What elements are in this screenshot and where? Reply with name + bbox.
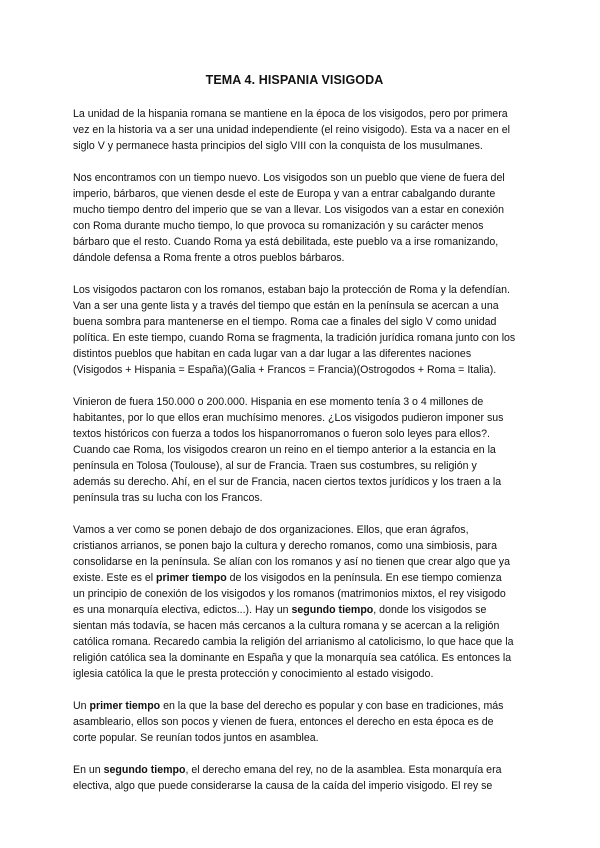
paragraph-text: Los visigodos pactaron con los romanos, estaban bajo la protección de Roma y la defendían. Van a ser una gente lista y a través del tiempo que están en la península se acercan a una buena sombra para mantenerse en el tiempo. Roma cae a finales del siglo V como unidad política. En este tiempo, cuando Roma se fragmenta, la tradición jurídica romana junto con los distintos pueblos que habitan en cada lugar van a dar lugar a las diferentes naciones (Visigodos + Hispania = España)(Galia + Francos = Francia)(Ostrogodos + Roma = Italia). <box>73 284 516 376</box>
paragraph-text: en la que la base del derecho es popular y con base en tradiciones, más asambleario, ellos son pocos y vienen de fuera, entonces el derecho en esta época es de corte popular. Se reunían todos juntos en asamblea. <box>73 700 504 744</box>
paragraph-1 <box>73 106 516 154</box>
paragraph-text: , donde los visigodos se sientan más todavía, se hacen más cercanos a la cultura romana y se acercan a la religión católica romana. Recaredo cambia la religión del arrianismo al catolicismo, lo que hace que la religión católica sea la dominante en España y que la monarquía sea católica. Es entonces la iglesia católica la que le presta protección y conocimiento al estado visigodo. <box>73 604 514 680</box>
paragraph-text: Vamos a ver como se ponen debajo de dos organizaciones. Ellos, que eran ágrafos, cristianos arrianos, se ponen bajo la cultura y derecho romanos, como una simbiosis, para consolidarse en la península. Se alían con los romanos y así no tienen que crear algo que ya existe. Este es el <box>73 524 510 584</box>
paragraph-text: de los visigodos en la península. En ese tiempo comienza un principio de conexión de los visigodos y los romanos (matrimonios mixtos, el rey visigodo es una monarquía electiva, edictos...). Hay un <box>73 572 506 616</box>
paragraph-2 <box>73 170 516 266</box>
paragraph-text: Un <box>73 700 90 712</box>
paragraph-text: Nos encontramos con un tiempo nuevo. Los visigodos son un pueblo que viene de fuera del imperio, bárbaros, que vienen desde el este de Europa y van a entrar cabalgando durante mucho tiempo dentro del imperio que se van a llevar. Los visigodos van a estar en conexión con Roma durante mucho tiempo, lo que provoca su romanización y su carácter menos bárbaro que el resto. Cuando Roma ya está debilitada, este pueblo va a irse romanizando, dándole defensa a Roma frente a otros pueblos bárbaros. <box>73 172 505 264</box>
document-title: TEMA 4. HISPANIA VISIGODA <box>205 73 384 87</box>
bold-term: primer tiempo <box>156 572 227 584</box>
paragraph-text: , el derecho emana del rey, no de la asamblea. Esta monarquía era electiva, algo que puede considerarse la causa de la caída del imperio visigodo. El rey se <box>73 764 502 792</box>
paragraph-text: La unidad de la hispania romana se mantiene en la época de los visigodos, pero por primera vez en la historia va a ser una unidad independiente (el reino visigodo). Esta va a nacer en el siglo V y permanece hasta principios del siglo VIII con la conquista de los musulmanes. <box>73 108 510 152</box>
paragraph-7 <box>73 762 516 794</box>
paragraph-4 <box>73 394 516 506</box>
paragraph-5 <box>73 522 516 682</box>
paragraph-text: Vinieron de fuera 150.000 o 200.000. Hispania en ese momento tenía 3 o 4 millones de habitantes, por lo que ellos eran muchísimo menores. ¿Los visigodos pudieron imponer sus textos históricos con fuerza a todos los hispanorromanos o fueron solo leyes para ellos?. Cuando cae Roma, los visigodos crearon un reino en el tiempo anterior a la estancia en la península en Tolosa (Toulouse), al sur de Francia. Traen sus costumbres, su religión y además su derecho. Ahí, en el sur de Francia, nacen ciertos textos jurídicos y los traen a la península tras su lucha con los Francos. <box>73 396 504 504</box>
bold-term: segundo tiempo <box>291 604 374 616</box>
paragraph-3 <box>73 282 516 378</box>
paragraph-6 <box>73 698 516 746</box>
paragraph-text: En un <box>73 764 104 776</box>
bold-term: primer tiempo <box>89 700 161 712</box>
bold-term: segundo tiempo <box>103 764 186 776</box>
